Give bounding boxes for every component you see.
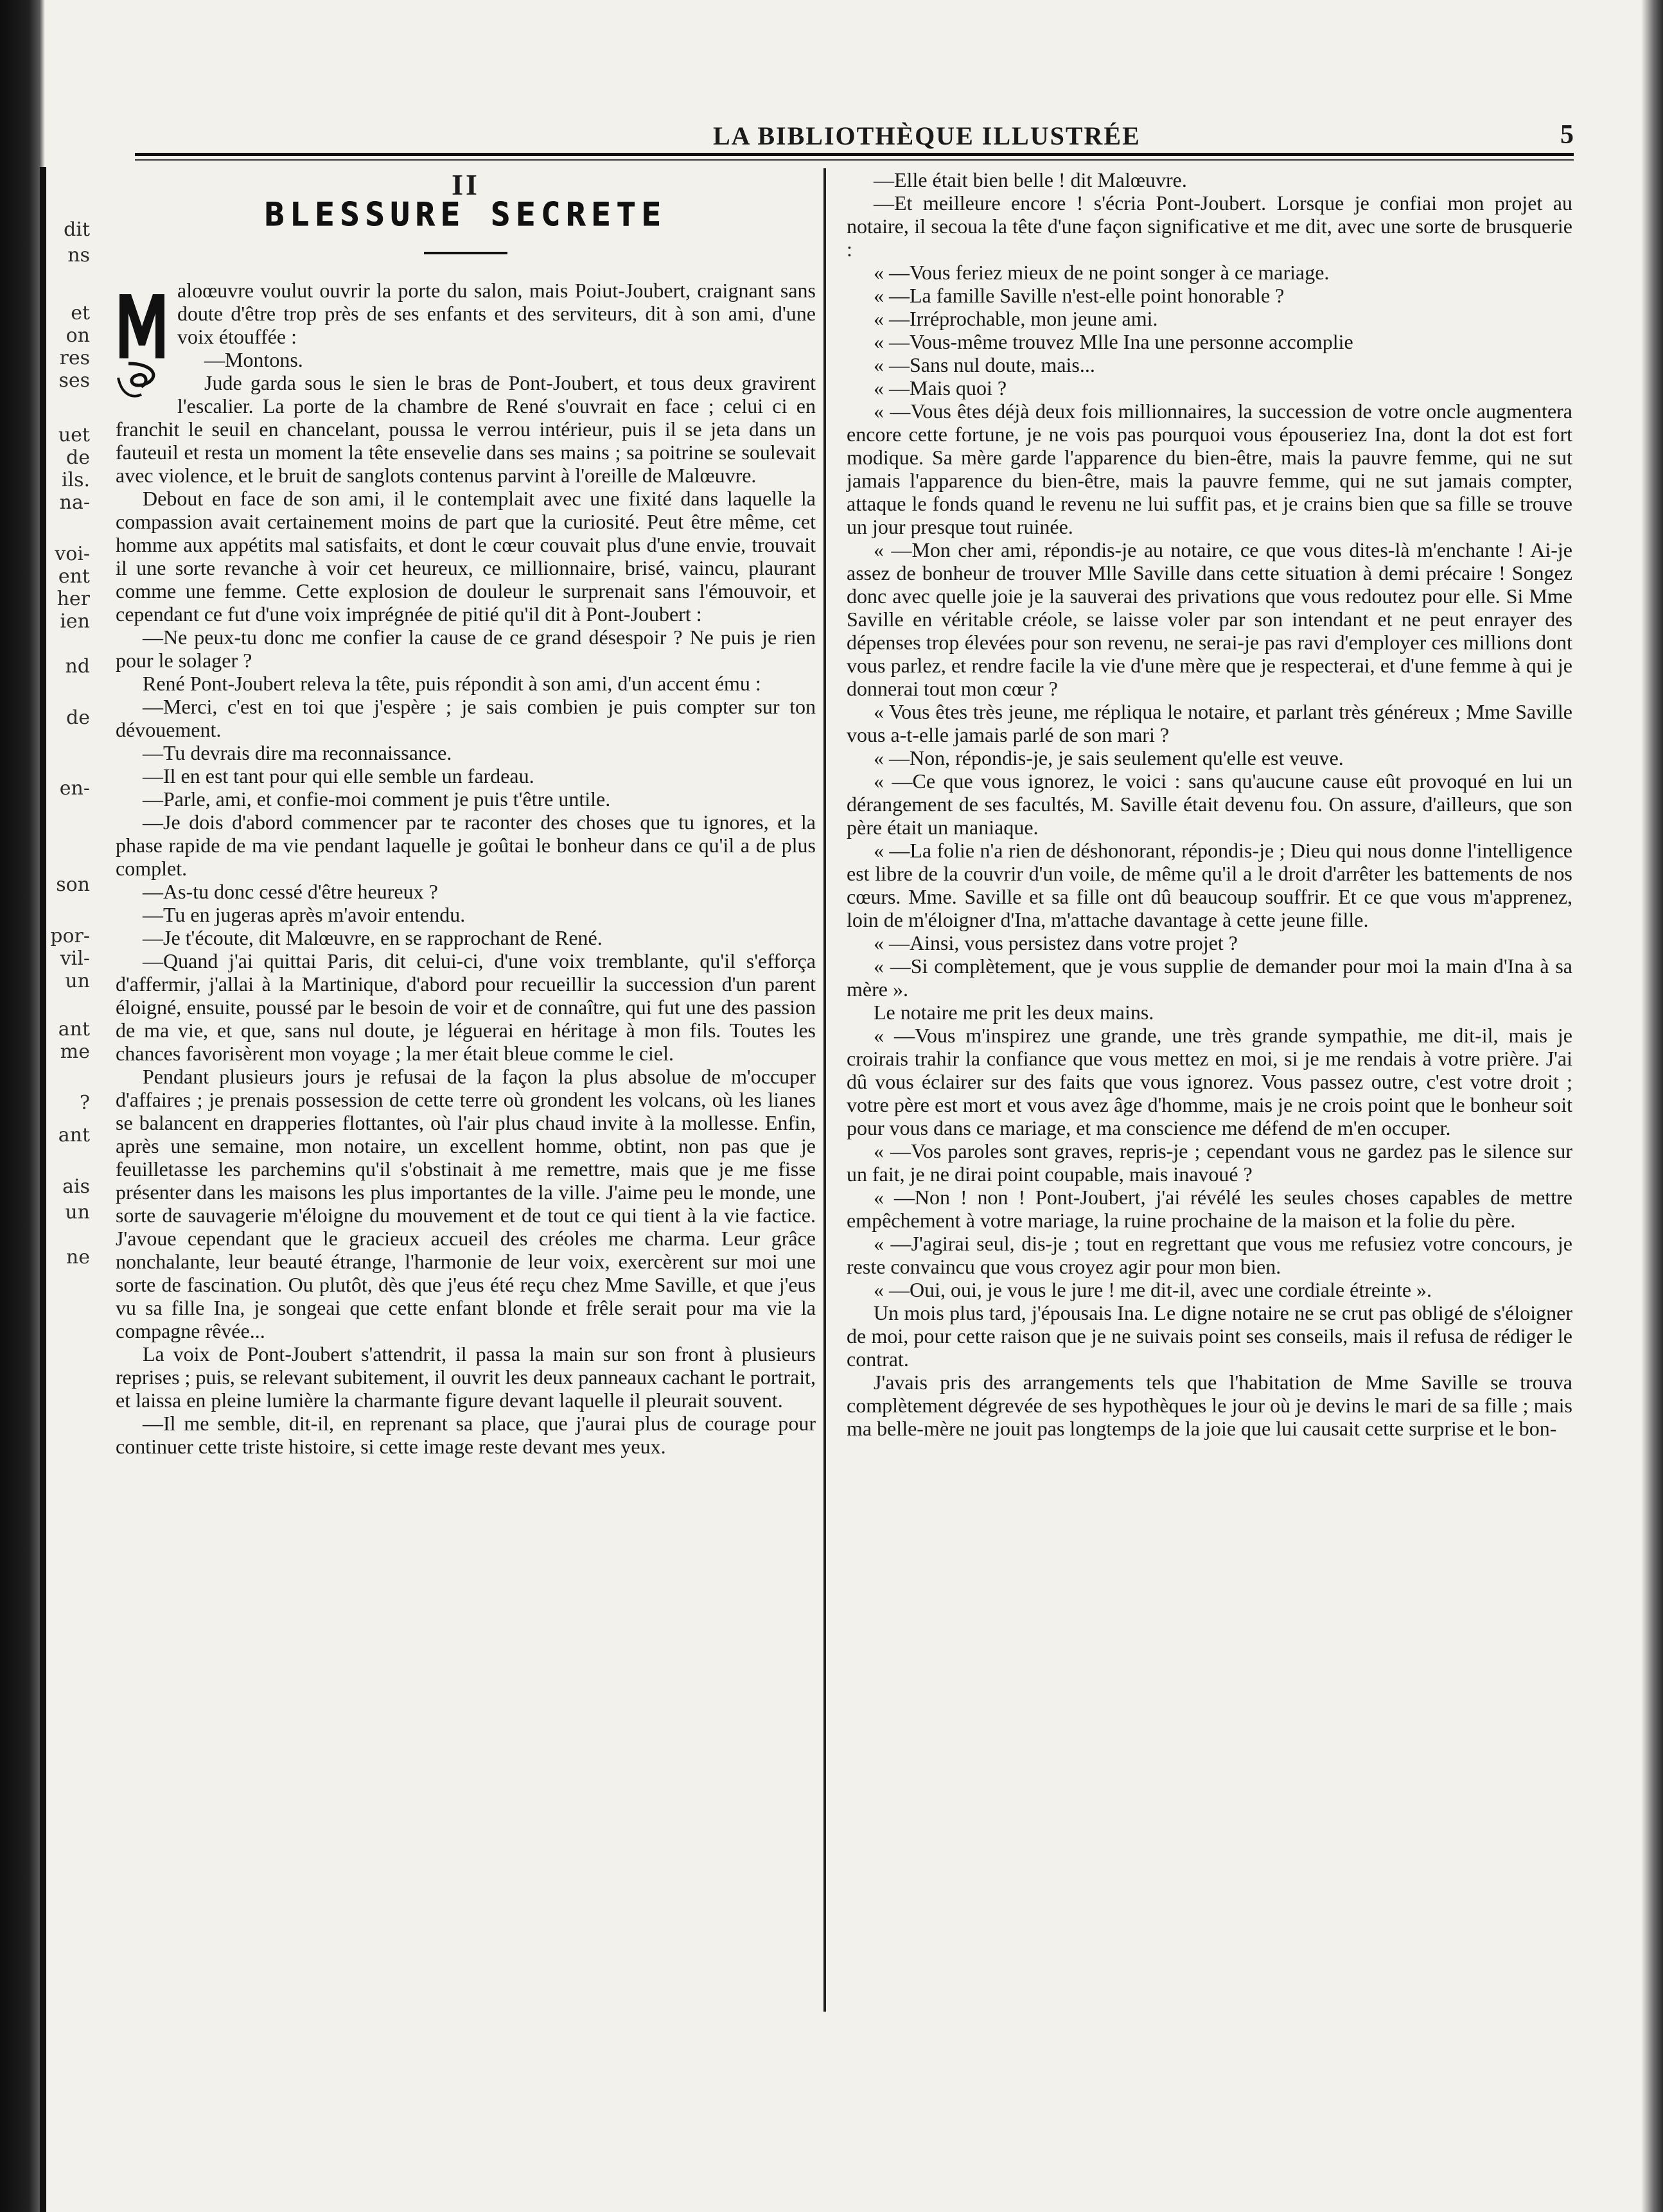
paragraph: —Elle était bien belle ! dit Malœuvre. [874,168,1187,191]
paragraph: —Je t'écoute, dit Malœuvre, en se rapprochant de René. [143,926,603,949]
prev-page-fragment: res [59,347,90,369]
page-right-edge [1641,0,1663,2212]
paragraph: « —J'agirai seul, dis-je ; tout en regrettant que vous me refusiez votre concours, je reste convaincu que vous croyez agir pour mon bien. [847,1232,1572,1278]
dropcap-ornament [116,281,168,401]
paragraph: « —La famille Saville n'est-elle point honorable ? [874,284,1285,307]
paragraph: « Vous êtes très jeune, me répliqua le notaire, et parlant très généreux ; Mme Saville vous a-t-elle jamais parlé de son mari ? [847,700,1572,746]
paragraph: —Merci, c'est en toi que j'espère ; je sais combien je puis compter sur ton dévouement. [116,695,816,741]
prev-page-fragment: un [65,1201,90,1224]
prev-page-fragment: et [71,302,90,324]
prev-page-fragment: dit [64,218,90,241]
paragraph: Le notaire me prit les deux mains. [874,1001,1154,1024]
right-column [847,168,1572,1440]
book-spine-edge [40,167,46,2212]
paragraph: —As-tu donc cessé d'être heureux ? [143,880,438,903]
paragraph: La voix de Pont-Joubert s'attendrit, il passa la main sur son front à plusieurs reprises ; puis, se relevant subitement, il ouvrit les deux panneaux cachant le portrait, et laissa en pleine lumière la charmante figure devant laquelle il pleurait souvent. [116,1342,816,1412]
paragraph: —Ne peux-tu donc me confier la cause de ce grand désespoir ? Ne puis je rien pour le solager ? [116,626,816,672]
prev-page-fragment: ant [58,1124,90,1146]
paragraph: —Il en est tant pour qui elle semble un fardeau. [143,764,534,787]
paragraph: « —Vous-même trouvez Mlle Ina une personne accomplie [874,330,1353,353]
paragraph: —Parle, ami, et confie-moi comment je puis t'être untile. [143,787,611,811]
paragraph: « —Non, répondis-je, je sais seulement qu'elle est veuve. [874,746,1344,769]
paragraph: « —Ainsi, vous persistez dans votre projet ? [874,931,1238,954]
prev-page-fragment: voi- [55,543,90,565]
paragraph: —Montons. [204,348,303,371]
dropcap-m-icon [116,281,168,401]
paragraph: Un mois plus tard, j'épousais Ina. Le digne notaire ne se crut pas obligé de s'éloigner de moi, pour cette raison que je ne suivais point ses conseils, mais il refusa de rédiger le contrat. [847,1301,1572,1371]
prev-page-fragment: nd [65,655,90,678]
prev-page-fragment: vil- [60,947,90,970]
paragraph: « —Mais quoi ? [874,376,1007,399]
chapter-number: II [452,168,480,201]
left-column [116,168,816,1458]
paragraph: « —La folie n'a rien de déshonorant, répondis-je ; Dieu qui nous donne l'intelligence est libre de la couvrir d'un voile, de même qu'il a le droit d'arrêter les battements de nos cœurs. Mme. Saville et sa fille ont dû beaucoup souffrir. Et ce que vous m'apprenez, loin de m'éloigner d'Ina, m'attache davantage à cette jeune fille. [847,839,1572,931]
prev-page-fragment: me [60,1040,90,1063]
paragraph: « —Vos paroles sont graves, repris-je ; cependant vous ne gardez pas le silence sur un fait, je ne dirai point coupable, mais inavoué ? [847,1139,1572,1186]
chapter-title: BLESSURE SECRETE [265,196,667,233]
paragraph: Debout en face de son ami, il le contemplait avec une fixité dans laquelle la compassion avait certainement moins de part que la curiosité. Peut être même, cet homme aux appétits mal satisfaits, et dont le cœur couvait plus d'une envie, trouvait il une sorte revanche à voir cet heureux, ce millionnaire, brisé, vaincu, plaurant comme une femme. Cette explosion de douleur le surprenait sans l'émouvoir, et cependant ce fut d'une voix imprégnée de pitié qu'il dit à Pont-Joubert : [116,487,816,626]
column-divider [823,168,826,2012]
prev-page-fragment: on [66,324,90,347]
paragraph: aloœuvre voulut ouvrir la porte du salon, mais Poiut-Joubert, craignant sans doute d'être trop près de ses enfants et des serviteurs, dit à son ami, d'une voix étouffée : [177,279,816,348]
left-column-text [116,279,816,1458]
running-head: LA BIBLIOTHÈQUE ILLUSTRÉE [713,121,1141,150]
paragraph: « —Ce que vous ignorez, le voici : sans qu'aucune cause eût provoqué en lui un dérangement de ses facultés, M. Saville était devenu fou. On assure, d'ailleurs, que son père était un maniaque. [847,769,1572,839]
title-rule [424,252,507,254]
paragraph: « —Vous m'inspirez une grande, une très grande sympathie, me dit-il, mais je croirais trahir la confiance que vous mettez en moi, si je me rendais à votre prière. J'ai dû vous éclairer sur des faits que vous ignorez. Vous passez outre, c'est votre droit ; votre père est mort et vous avez âge d'homme, mais je ne crois point que le bonheur soit pour vous dans ce mariage, et ma conscience me défend de m'en occuper. [847,1024,1572,1139]
paragraph: « —Oui, oui, je vous le jure ! me dit-il, avec une cordiale étreinte ». [874,1278,1432,1301]
prev-page-fragment: her [57,588,90,610]
prev-page-fragment: ils. [61,469,90,491]
prev-page-fragment: uet [58,424,90,446]
paragraph: « —Sans nul doute, mais... [874,353,1095,376]
prev-page-fragment: en- [59,777,90,800]
prev-page-fragment: de [66,446,90,469]
paragraph: J'avais pris des arrangements tels que l'habitation de Mme Saville se trouva complètement dégrevée de ses hypothèques le jour où je devins le mari de sa fille ; mais ma belle-mère ne jouit pas longtemps de la joie que lui causait cette surprise et le bon- [847,1371,1572,1440]
paragraph: —Et meilleure encore ! s'écria Pont-Joubert. Lorsque je confiai mon projet au notaire, il secoua la tête d'une façon significative et me dit, avec une sorte de brusquerie : [847,191,1572,261]
prev-page-fragment: ? [79,1092,90,1114]
prev-page-fragment: son [56,873,90,896]
header-rule-thin [135,159,1574,161]
paragraph: « —Vous êtes déjà deux fois millionnaires, la succession de votre oncle augmentera encore cette fortune, je ne vois pas pourquoi vous épouseriez Ina, dont la dot est fort modique. Sa mère garde l'apparence du bien-être, mais la pauvre femme, qui ne sut jamais l'apparence du bien-être, mais la pauvre femme, qui ne sut jamais compter, attaque le fonds quand le revenu ne lui suffit pas, et je crains bien que sa fille se trouve un jour presque tout ruinée. [847,399,1572,538]
prev-page-fragment: ns [67,244,90,267]
prev-page-fragment: de [66,707,90,729]
prev-page-fragment: ne [66,1246,90,1268]
paragraph: René Pont-Joubert releva la tête, puis répondit à son ami, d'un accent ému : [143,672,761,695]
prev-page-fragment: na- [59,491,90,514]
paragraph: —Tu devrais dire ma reconnaissance. [143,741,452,764]
paragraph: « —Irréprochable, mon jeune ami. [874,307,1158,330]
page-number: 5 [1560,120,1574,150]
paragraph: —Je dois d'abord commencer par te raconter des choses que tu ignores, et la phase rapide de ma vie pendant laquelle je goûtai le bonheur dans ce qu'il a de plus complet. [116,811,816,880]
prev-page-fragment: por- [50,925,90,947]
paragraph: —Tu en jugeras après m'avoir entendu. [143,903,466,926]
paragraph: —Il me semble, dit-il, en reprenant sa place, que j'aurai plus de courage pour continuer cette triste histoire, si cette image reste devant mes yeux. [116,1412,816,1458]
paragraph: « —Non ! non ! Pont-Joubert, j'ai révélé les seules choses capables de mettre empêchement à votre mariage, la ruine prochaine de la maison et la folie du père. [847,1186,1572,1232]
paragraph: « —Vous feriez mieux de ne point songer à ce mariage. [874,261,1330,284]
paragraph: « —Mon cher ami, répondis-je au notaire, ce que vous dites-là m'enchante ! Ai-je assez de bonheur de trouver Mlle Saville dans cette situation à demi précaire ! Songez donc avec quelle joie je la sauverai des privations que vous redoutez pour elle. Si Mme Saville en véritable créole, se laisse voler par son intendant et ne peut enrayer des dépenses trop élevées pour son revenu, ne serai-je pas ravi d'employer ces millions dont vous parlez, et rendre facile la vie d'une mère que je respecterai, et d'une femme à qui je donnerai tout mon cœur ? [847,538,1572,700]
prev-page-fragment: ant [58,1018,90,1040]
paragraph: Pendant plusieurs jours je refusai de la façon la plus absolue de m'occuper d'affaires ; je prenais possession de cette terre où grondent les volcans, où les lianes se balancent en drapperies flottantes, où l'air plus chaud invite à la mollesse. Enfin, après une semaine, mon notaire, un excellent homme, obtint, non pas que je feuilletasse les parchemins qu'il s'obstinait à me remettre, mais que je me fisse présenter dans les maisons les plus importantes de la ville. J'aime peu le monde, une sorte de sauvagerie m'éloigne du mouvement et de tout ce qui tient à la vie factice. J'avoue cependant que le gracieux accueil des créoles me charma. Leur grâce nonchalante, leur beauté étrange, l'harmonie de leur voix, exercèrent sur moi une sorte de fascination. Ou plutôt, dès que j'eus été reçu chez Mme Saville, et que j'eus vu sa fille Ina, je songeai que cette enfant blonde et frêle serait pour ma vie la compagne rêvée... [116,1065,816,1342]
prev-page-fragment: un [65,970,90,992]
paragraph: « —Si complètement, que je vous supplie de demander pour moi la main d'Ina à sa mère ». [847,954,1572,1001]
prev-page-fragment: ent [58,565,90,588]
paragraph: —Quand j'ai quittai Paris, dit celui-ci, d'une voix tremblante, qu'il s'efforça d'affermir, j'allai à la Martinique, d'abord pour recueillir la succession d'un parent éloigné, ensuite, poussé par le besoin de voir et de connaître, qui fut une des passion de ma vie, et que, sans nul doute, je léguerai en héritage à mon fils. Toutes les chances favorisèrent mon voyage ; la mer était bleue comme le ciel. [116,949,816,1065]
prev-page-fragment: ses [58,369,90,392]
page-gutter-shadow [0,0,45,2212]
prev-page-fragment: ien [60,610,90,633]
paragraph: Jude garda sous le sien le bras de Pont-Joubert, et tous deux gravirent l'escalier. La porte de la chambre de René s'ouvrait en face ; celui ci en franchit le seuil en chancelant, poussa le verrou intérieur, puis il se jeta dans un fauteuil et resta un moment la tête ensevelie dans ses mains ; sa poitrine se soulevait avec violence, et le bruit de sanglots contenus parvint à l'oreille de Malœuvre. [116,371,816,487]
right-column-text [847,168,1572,1440]
header-rule [135,153,1574,156]
prev-page-fragment: ais [62,1175,90,1198]
